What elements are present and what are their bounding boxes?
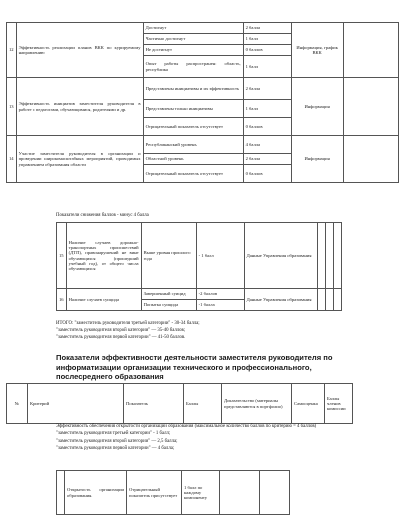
- score-cell: 0 баллов: [243, 45, 291, 56]
- indicator-cell: Республиканский уровень: [143, 136, 243, 154]
- penalty-table: [56, 222, 342, 311]
- score-cell: - 1 балл: [196, 223, 244, 289]
- table-row: [57, 289, 342, 300]
- indicator-cell: Достигнут: [143, 23, 243, 34]
- confirmation-cell: Информация: [291, 78, 343, 136]
- indicator-cell: Опыт работы распространен: область, республика: [143, 56, 243, 78]
- indicator-cell: Отрицательный показатель присутствует: [127, 471, 182, 515]
- criterion-cell: Эффективность реализации планов ВКК по курируемому направлению: [16, 23, 143, 78]
- score-cell: 1 балл: [243, 100, 291, 118]
- confirmation-cell: Информация, график ВКК: [291, 23, 343, 78]
- total-line: "заместитель руководителя первой категории" — 41-50 баллов.: [56, 335, 186, 341]
- score-cell: 4 балла: [243, 136, 291, 154]
- row-number: 13: [7, 78, 17, 136]
- criterion-cell: Наличие случаев дорожно-транспортных происшествий (ДТП), правонарушений не вине обучающихся (прошедший учебный год), от общего числа обучающихся: [66, 223, 141, 289]
- col-header-score: Баллы: [184, 384, 222, 424]
- empty-cell: [220, 471, 260, 515]
- col-header-criterion: Критерий: [28, 384, 124, 424]
- score-cell: 2 балла: [243, 154, 291, 165]
- score-cell: 2 балла: [243, 78, 291, 100]
- criterion-cell: Участие заместителя руководителя в организации и проведении широкомасштабных мероприятий, проводимых управлением образования области: [16, 136, 143, 183]
- score-cell: 1 балл по каждому компоненту: [182, 471, 220, 515]
- header-row: [7, 384, 353, 424]
- col-header-self-assessment: Самооценка: [292, 384, 325, 424]
- empty-cell: [343, 136, 398, 183]
- indicator-cell: Частично достигнут: [143, 34, 243, 45]
- criterion-cell: Наличие случаев суицида: [66, 289, 141, 311]
- empty-cell: [57, 471, 65, 515]
- empty-cell: [343, 23, 398, 78]
- criterion-line: "заместитель руководителя третьей категории" - 1 балл;: [56, 431, 171, 437]
- indicator-cell: Попытка суицида: [141, 300, 196, 311]
- empty-cell: [333, 289, 341, 311]
- source-cell: Данные Управления образования: [244, 223, 317, 289]
- score-cell: 0 баллов: [243, 165, 291, 183]
- table-row: [57, 223, 342, 289]
- indicator-cell: Представлены только инициативы: [143, 100, 243, 118]
- criterion-description: [56, 423, 376, 453]
- empty-cell: [317, 223, 325, 289]
- col-header-commission: Баллы членов комиссии: [325, 384, 353, 424]
- total-line: ИТОГО: "заместитель руководителя третьей категории" - 30-34 балла;: [56, 321, 200, 326]
- score-cell: 2 балла: [243, 23, 291, 34]
- source-cell: Данные Управления образования: [244, 289, 317, 311]
- indicator-cell: Областной уровень: [143, 154, 243, 165]
- criterion-line: "заместитель руководителя первой категории" — 4 балла;: [56, 446, 175, 452]
- table-row: [7, 23, 399, 34]
- empty-cell: [260, 471, 290, 515]
- penalty-note: Показатели снижения баллов - минус 4 балла: [56, 213, 149, 218]
- indicator-cell: Отрицательный показатель отсутствует: [143, 118, 243, 136]
- row-number: 14: [7, 136, 17, 183]
- info-criteria-table-header: [6, 383, 353, 424]
- criterion-cell: Эффективность инициатив заместителя руководителя в работе с педагогами, обучающимися, родителями и др.: [16, 78, 143, 136]
- empty-cell: [343, 78, 398, 136]
- table-row: [57, 471, 290, 515]
- criteria-table-continued: [6, 22, 399, 183]
- indicator-cell: Представлены инициативы и их эффективность: [143, 78, 243, 100]
- indicator-cell: Завершенный суицид: [141, 289, 196, 300]
- row-number: 16: [57, 289, 67, 311]
- empty-cell: [333, 223, 341, 289]
- col-header-indicator: Показатель: [124, 384, 184, 424]
- total-summary: [56, 320, 376, 342]
- section-heading: Показатели эффективности деятельности заместителя руководителя по информатизации организации технического и профессионального, послесреднего образования: [56, 353, 333, 382]
- empty-cell: [317, 289, 325, 311]
- openness-table: [56, 470, 290, 515]
- indicator-cell: Не достигнут: [143, 45, 243, 56]
- score-cell: 1 балл: [243, 56, 291, 78]
- table-row: [7, 136, 399, 154]
- empty-cell: [325, 289, 333, 311]
- indicator-cell: Выше уровня прошлого года: [141, 223, 196, 289]
- table-row: [7, 78, 399, 100]
- criterion-cell: Открытость организации образования.: [65, 471, 127, 515]
- row-number: 15: [57, 223, 67, 289]
- score-cell: 0 баллов: [243, 118, 291, 136]
- criterion-line: "заместитель руководителя второй категории" — 2,5 балла;: [56, 438, 178, 444]
- col-header-number: №: [7, 384, 28, 424]
- total-line: "заместитель руководителя второй категории" — 35-40 баллов;: [56, 328, 186, 334]
- empty-cell: [325, 223, 333, 289]
- score-cell: 1 балл: [243, 34, 291, 45]
- criterion-line: Эффективность обеспечения открытости организации образования (максимальное количество баллов по критерию = 4 баллов): [56, 424, 317, 429]
- row-number: 12: [7, 23, 17, 78]
- indicator-cell: Отрицательный показатель отсутствует: [143, 165, 243, 183]
- score-cell: -1 балла: [196, 300, 244, 311]
- score-cell: -2 баллов: [196, 289, 244, 300]
- col-header-evidence: Доказательство (материалы представляются в портфолио): [222, 384, 292, 424]
- confirmation-cell: Информация: [291, 136, 343, 183]
